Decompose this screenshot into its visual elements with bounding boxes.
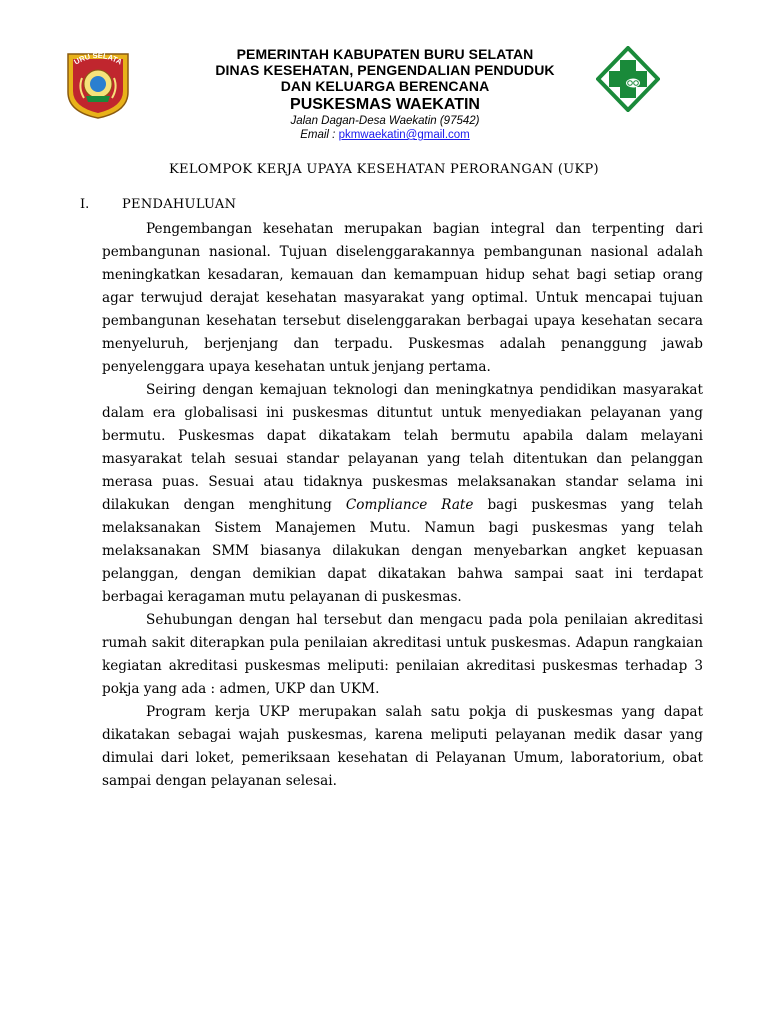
- paragraph-3: Sehubungan dengan hal tersebut dan mengacu pada pola penilaian akreditasi rumah sakit diterapkan pula penilaian akreditasi untuk puskesmas. Adapun rangkaian kegiatan akreditasi puskesmas meliputi: penilaian akreditasi puskesmas terhadap 3 pokja yang ada : admen, UKP dan UKM.: [102, 612, 703, 697]
- document-title: KELOMPOK KERJA UPAYA KESEHATAN PERORANGAN (UKP): [169, 162, 599, 177]
- paragraph-1: Pengembangan kesehatan merupakan bagian integral dan terpenting dari pembangunan nasional. Tujuan diselenggarakannya pembangunan nasional adalah meningkatkan kesadaran, kemauan dan kemampuan hidup sehat bagi setiap orang agar terwujud derajat kesehatan masyarakat yang optimal. Untuk mencapai tujuan pembangunan kesehatan tersebut diselenggarakan berbagai upaya kesehatan secara menyeluruh, berjenjang dan terpadu. Puskesmas adalah penanggung jawab penyelenggara upaya kesehatan untuk jenjang pertama.: [102, 221, 703, 375]
- government-name: PEMERINTAH KABUPATEN BURU SELATAN: [236, 46, 534, 62]
- emblem-text: URU SELATA: [72, 50, 124, 67]
- paragraph-2-text-b: bagi puskesmas yang telah melaksanakan Sistem Manajemen Mutu. Namun bagi puskesmas yang telah melaksanakan SMM biasanya dilakukan dengan menyebarkan angket kepuasan pelanggan, dengan demikian dapat dikatakan bahwa sampai saat ini terdapat berbagai keragaman mutu pelayanan di puskesmas.: [102, 497, 703, 605]
- email-line: [180, 128, 590, 142]
- section-title: PENDAHULUAN: [122, 197, 237, 212]
- agency-name: DINAS KESEHATAN, PENGENDALIAN PENDUDUK: [215, 62, 555, 78]
- regency-emblem-logo: [64, 48, 132, 120]
- puskesmas-logo: [596, 46, 660, 112]
- paragraph-2: [102, 379, 703, 609]
- section-number: I.: [80, 197, 90, 212]
- paragraph-4: Program kerja UKP merupakan salah satu pokja di puskesmas yang dapat dikatakan sebagai wajah puskesmas, karena meliputi pelayanan medik dasar yang dimulai dari loket, pemeriksaan kesehatan di Pelayanan Umum, laboratorium, obat sampai dengan pelayanan selesai.: [102, 704, 703, 789]
- section-body: [102, 218, 703, 793]
- email-link[interactable]: pkmwaekatin@gmail.com: [338, 129, 470, 141]
- email-label: Email :: [300, 129, 339, 141]
- letterhead: [180, 46, 590, 142]
- paragraph-2-text-a: Seiring dengan kemajuan teknologi dan meningkatnya pendidikan masyarakat dalam era globalisasi ini puskesmas dituntut untuk menyediakan pelayanan yang bermutu. Puskesmas dapat dikatakam telah bermutu apabila dalam melayani masyarakat telah sesuai standar pelayanan yang telah ditentukan dan pelanggan merasa puas. Sesuai atau tidaknya puskesmas melaksanakan standar selama ini dilakukan dengan menghitung: [102, 382, 703, 513]
- puskesmas-name: PUSKESMAS WAEKATIN: [290, 96, 480, 113]
- agency-name-cont: DAN KELUARGA BERENCANA: [280, 78, 490, 94]
- address: Jalan Dagan-Desa Waekatin (97542): [290, 115, 480, 127]
- paragraph-2-italic-term: Compliance Rate: [345, 497, 474, 513]
